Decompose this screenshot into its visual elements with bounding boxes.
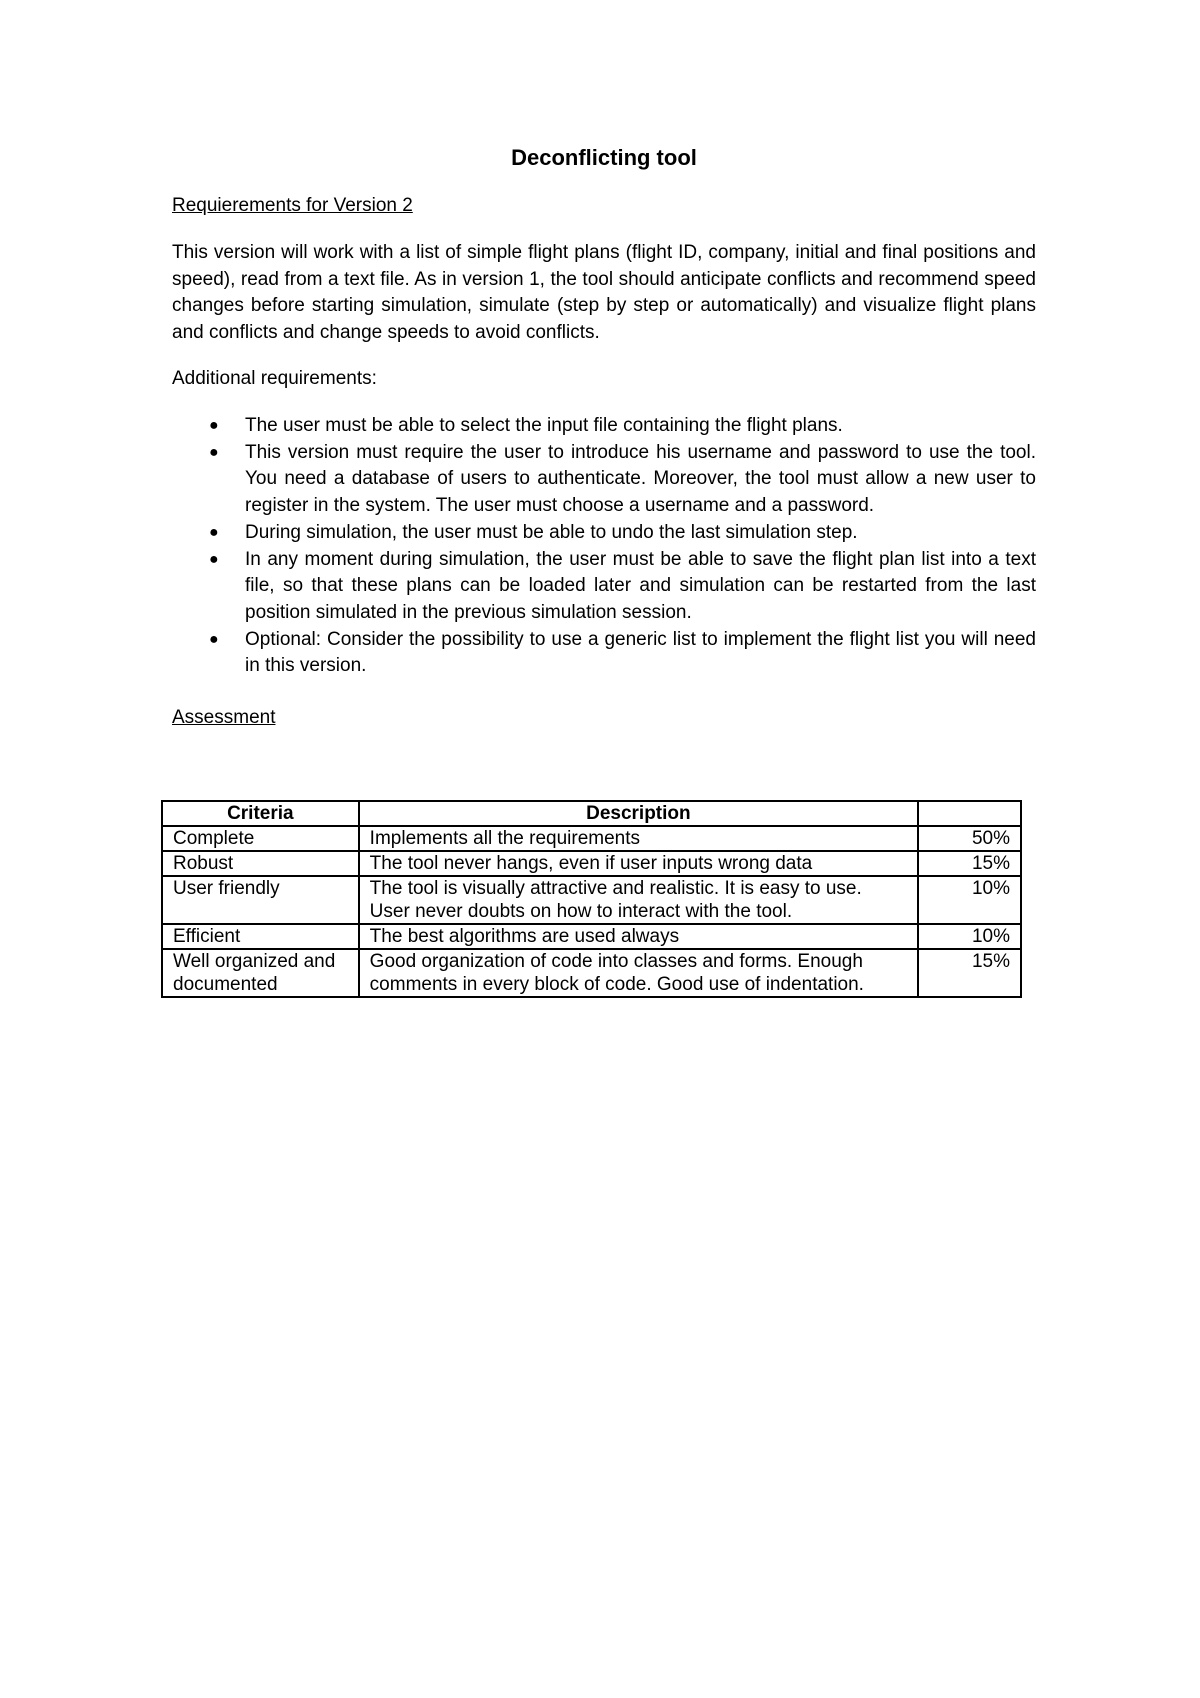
assessment-table	[161, 800, 1022, 998]
weight-cell: 50%	[918, 826, 1021, 851]
list-item-text: Optional: Consider the possibility to use a generic list to implement the flight list you will need in this version.	[245, 628, 1036, 677]
intro-paragraph: This version will work with a list of simple flight plans (flight ID, company, initial and final positions and speed), read from a text file. As in version 1, the tool should anticipate conflicts and recommend speed changes before starting simulation, simulate (step by step or automatically) and visualize flight plans and conflicts and change speeds to avoid conflicts.	[172, 242, 1036, 344]
table-row	[162, 924, 1021, 949]
criteria-cell: User friendly	[162, 876, 359, 924]
requirements-heading: Requierements for Version 2	[172, 195, 413, 216]
weight-cell: 15%	[918, 949, 1021, 997]
description-header: Description	[359, 801, 918, 826]
requirements-list	[172, 413, 1036, 680]
list-item	[172, 547, 1036, 627]
table-header-row	[162, 801, 1021, 826]
table-row	[162, 826, 1021, 851]
bullet-icon: ●	[209, 443, 219, 461]
description-cell: The tool is visually attractive and realistic. It is easy to use. User never doubts on how to interact with the tool.	[359, 876, 918, 924]
bullet-icon: ●	[209, 417, 219, 434]
criteria-cell: Complete	[162, 826, 359, 851]
description-cell: Good organization of code into classes and forms. Enough comments in every block of code. Good use of indentation.	[359, 949, 918, 997]
document-title: Deconflicting tool	[511, 145, 697, 170]
assessment-heading: Assessment	[172, 707, 276, 728]
table-row	[162, 949, 1021, 997]
list-item-text: In any moment during simulation, the user must be able to save the flight plan list into a text file, so that these plans can be loaded later and simulation can be restarted from the last position simulated in the previous simulation session.	[245, 548, 1036, 623]
weight-cell: 15%	[918, 851, 1021, 876]
additional-requirements-heading: Additional requirements:	[172, 368, 377, 389]
criteria-cell: Robust	[162, 851, 359, 876]
description-cell: The tool never hangs, even if user inputs wrong data	[359, 851, 918, 876]
criteria-header: Criteria	[162, 801, 359, 826]
bullet-icon: ●	[209, 630, 219, 648]
criteria-cell: Efficient	[162, 924, 359, 949]
weight-cell: 10%	[918, 924, 1021, 949]
weight-header	[918, 801, 1021, 826]
bullet-icon: ●	[209, 523, 219, 541]
weight-cell: 10%	[918, 876, 1021, 924]
list-item	[172, 413, 1036, 440]
bullet-icon: ●	[209, 550, 219, 568]
description-cell: Implements all the requirements	[359, 826, 918, 851]
table-row	[162, 876, 1021, 924]
list-item-text: During simulation, the user must be able to undo the last simulation step.	[245, 521, 858, 543]
list-item-text: This version must require the user to introduce his username and password to use the tool. You need a database of users to authenticate. Moreover, the tool must allow a new user to register in the system. The user must choose a username and a password.	[245, 441, 1036, 517]
list-item-text: The user must be able to select the input file containing the flight plans.	[245, 415, 843, 436]
list-item	[172, 520, 1036, 547]
description-cell: The best algorithms are used always	[359, 924, 918, 949]
list-item	[172, 440, 1036, 520]
criteria-cell: Well organized and documented	[162, 949, 359, 997]
table-row	[162, 851, 1021, 876]
list-item	[172, 627, 1036, 680]
